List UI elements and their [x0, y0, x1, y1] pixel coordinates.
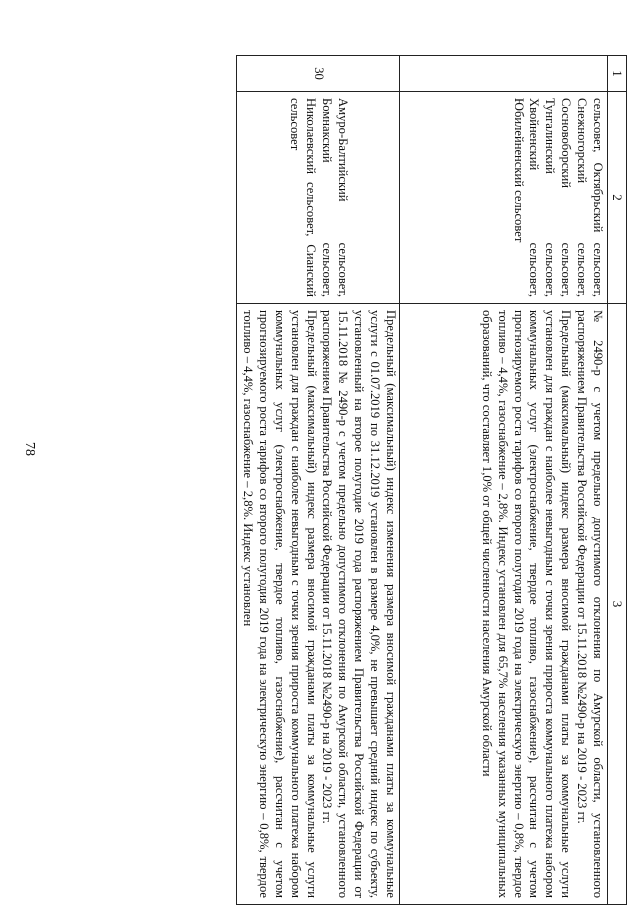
table-row: [237, 56, 400, 905]
settlements-text: сельсовет, Октябрьский сельсовет, Снежногорский сельсовет, Сосновоборский сельсовет, Тунгалинский сельсовет, Хвойненский сельсовет, Юбилейненский сельсовет: [511, 98, 606, 297]
row-number-cell: 30: [237, 56, 400, 92]
column-header-2: 2: [608, 92, 627, 304]
description-cell: [400, 304, 608, 905]
tariff-index-table: [236, 55, 627, 905]
description-paragraph: Предельный (максимальный) индекс изменения размера вносимой гражданами платы за коммунальные услуги с 01.07.2019 по 31.12.2019 установлен в размере 4,0%, не превышает средний индекс по субъекту, установленный на второе полугодие 2019 года распоряжением Правительства Российской Федерации от 15.11.2018 № 2490-р с учетом предельно допустимого отклонения по Амурской области, установленного распоряжением Правительства Российской Федерации от 15.11.2018 №2490-р на 2019 - 2023 гг.: [320, 310, 399, 898]
table-row: [400, 56, 608, 905]
settlements-cell: [237, 92, 400, 304]
rotated-table-container: [107, 55, 627, 905]
settlements-cell: [400, 92, 608, 304]
settlements-text: Амуро-Балтийский сельсовет, Бомнакский сельсовет, Николаевский сельсовет, Сианский сельсовет: [288, 98, 350, 297]
description-cell: [237, 304, 400, 905]
description-paragraph: № 2490-р с учетом предельно допустимого отклонения по Амурской области, установленного распоряжением Правительства Российской Федерации от 15.11.2018 №2490-р на 2019 - 2023 гг.: [575, 310, 606, 898]
column-header-3: 3: [608, 304, 627, 905]
page-number: 78: [22, 442, 37, 456]
description-paragraph: Предельный (максимальный) индекс размера вносимой гражданами платы за коммунальные услуги установлен для граждан с наиболее невыгодным с точки зрения прироста коммунального платежа набором коммунальных услуг (электроснабжение, твердое топливо, газоснабжение), рассчитан с учетом прогнозируемого роста тарифов со второго полугодия 2019 года на электрическую энергию – 0,8%, твердое топливо – 4,4%, газоснабжение – 2,8%. Индекс установлен для 65,7% населения указанных муниципальных образований, что составляет 1,0% от общей численности населения Амурской области: [479, 310, 574, 898]
row-number-cell: [400, 56, 608, 92]
table-header-row: [608, 56, 627, 905]
description-paragraph: Предельный (максимальный) индекс размера вносимой гражданами платы за коммунальные услуги установлен для граждан с наиболее невыгодным с точки зрения прироста коммунального платежа набором коммунальных услуг (электроснабжение, твердое топливо, газоснабжение), рассчитан с учетом прогнозируемого роста тарифов со второго полугодия 2019 года на электрическую энергию – 0,8%, твердое топливо – 4,4%, газоснабжение – 2,8%. Индекс установлен: [240, 310, 319, 898]
column-header-1: 1: [608, 56, 627, 92]
